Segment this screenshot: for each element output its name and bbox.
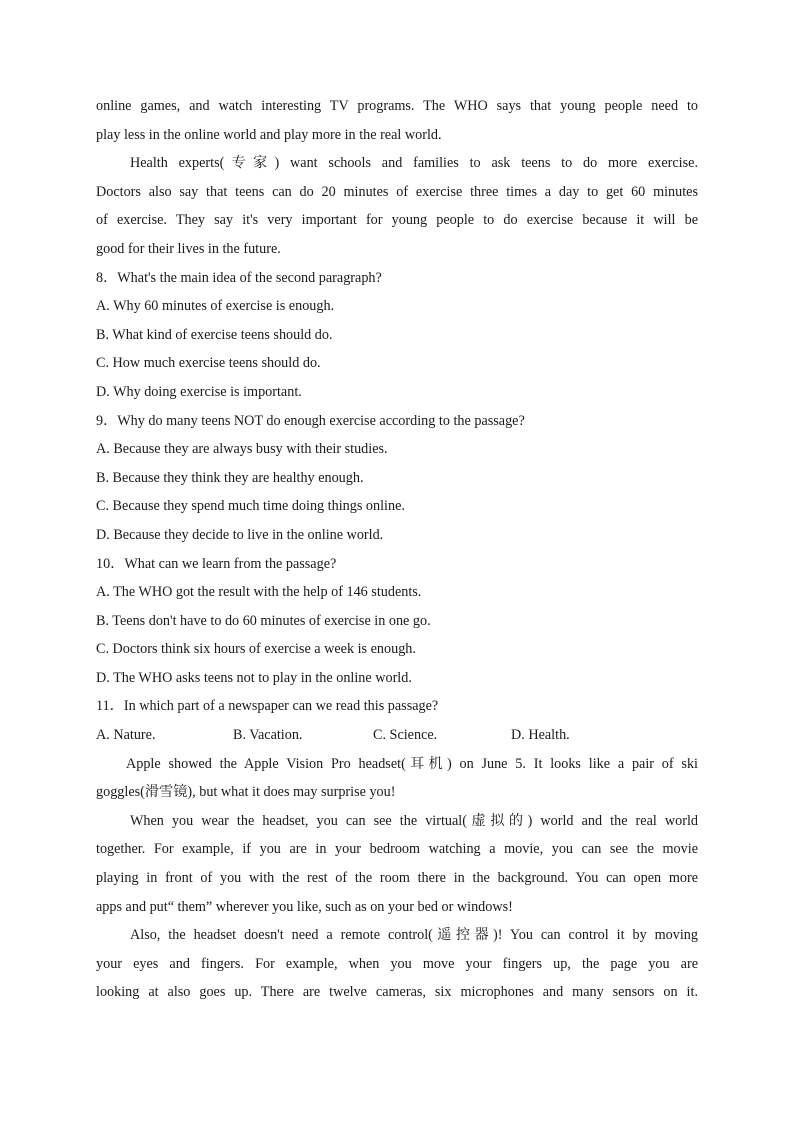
option-c: C. Science. (373, 727, 438, 744)
text-line: Also, the headset doesn't need a remote control(遥控器)! You can control it by moving (130, 927, 698, 944)
option-a: A. Because they are always busy with their studies. (96, 441, 388, 458)
option-d: D. Health. (511, 727, 570, 744)
option-c: C. Doctors think six hours of exercise a week is enough. (96, 641, 416, 658)
question-9 (96, 407, 698, 550)
question-8 (96, 264, 698, 407)
option-b: B. Because they think they are healthy enough. (96, 469, 364, 486)
text-line: playing in front of you with the rest of the room there in the background. You can open more (96, 870, 698, 887)
options-row (96, 721, 698, 750)
text-line: looking at also goes up. There are twelve cameras, six microphones and many sensors on it. (96, 984, 698, 1001)
option-d: D. The WHO asks teens not to play in the online world. (96, 669, 412, 686)
option-d: D. Why doing exercise is important. (96, 383, 302, 400)
question-stem: 8．What's the main idea of the second paragraph? (96, 269, 382, 286)
option-b: B. Teens don't have to do 60 minutes of exercise in one go. (96, 612, 431, 629)
text-line: goggles(滑雪镜), but what it does may surprise you! (96, 784, 396, 801)
question-10 (96, 550, 698, 693)
passage1-paragraph2 (96, 149, 698, 263)
text-line: online games, and watch interesting TV programs. The WHO says that young people need to (96, 98, 698, 114)
passage1-paragraph1 (96, 92, 698, 149)
option-a: A. Why 60 minutes of exercise is enough. (96, 298, 335, 315)
option-d: D. Because they decide to live in the online world. (96, 526, 384, 543)
text-line: When you wear the headset, you can see the virtual(虚拟的) world and the real world (130, 812, 698, 829)
question-stem: 10．What can we learn from the passage? (96, 555, 337, 572)
passage2-paragraph2 (96, 807, 698, 921)
option-c: C. How much exercise teens should do. (96, 355, 321, 372)
text-line: Apple showed the Apple Vision Pro headset(耳机) on June 5. It looks like a pair of ski (126, 755, 698, 772)
passage2-paragraph3 (96, 921, 698, 1007)
option-a: A. Nature. (96, 727, 156, 744)
document-page (96, 92, 698, 1007)
text-line: Doctors also say that teens can do 20 minutes of exercise three times a day to get 60 minutes (96, 183, 698, 200)
question-stem: 9．Why do many teens NOT do enough exercise according to the passage? (96, 412, 525, 429)
text-line: together. For example, if you are in your bedroom watching a movie, you can see the movie (96, 841, 698, 858)
text-line: good for their lives in the future. (96, 240, 281, 257)
text-line: your eyes and fingers. For example, when you move your fingers up, the page you are (96, 955, 698, 972)
text-line: of exercise. They say it's very important for young people to do exercise because it will be (96, 212, 698, 229)
text-line: play less in the online world and play more in the real world. (96, 126, 442, 143)
option-b: B. Vacation. (233, 727, 303, 744)
question-stem: 11．In which part of a newspaper can we read this passage? (96, 698, 439, 715)
option-b: B. What kind of exercise teens should do. (96, 326, 333, 343)
option-c: C. Because they spend much time doing things online. (96, 498, 405, 515)
text-line: Health experts(专家) want schools and families to ask teens to do more exercise. (130, 155, 698, 172)
text-line: apps and put“ them” wherever you like, such as on your bed or windows! (96, 898, 513, 915)
option-a: A. The WHO got the result with the help of 146 students. (96, 584, 422, 601)
passage2-paragraph1 (96, 750, 698, 807)
question-11 (96, 692, 698, 749)
